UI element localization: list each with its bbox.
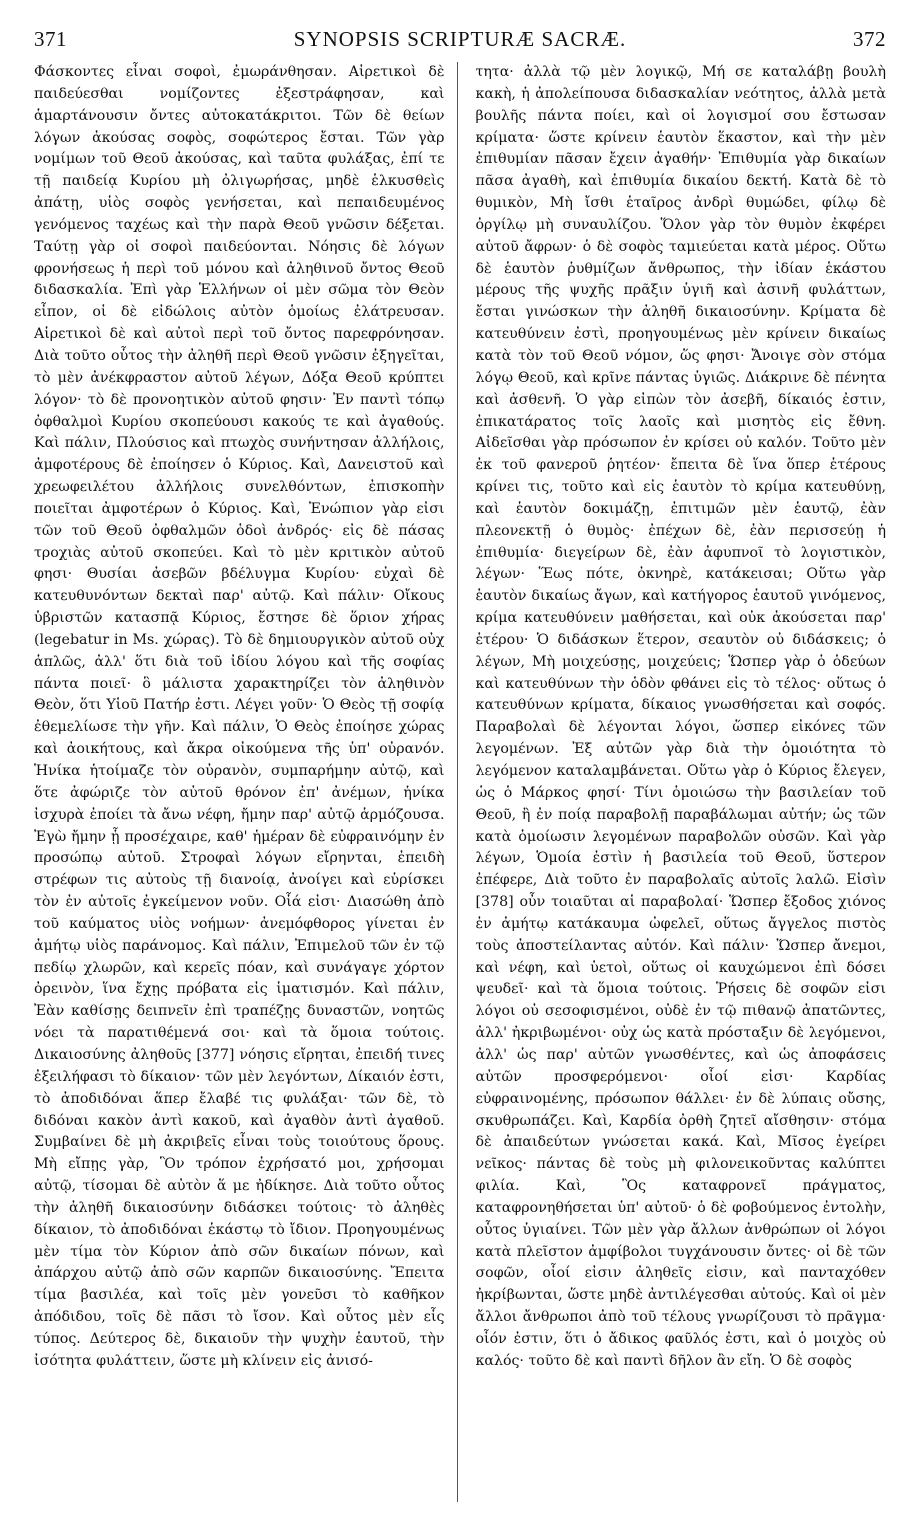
- right-column-text: τητα· ἀλλὰ τῷ μὲν λογικῷ, Μή σε καταλάβῃ βουλὴ κακὴ, ἡ ἀπολείπουσα διδασκαλίαν νεότητος, ἀλλὰ μετὰ βουλῆς πάντα ποίει, καὶ οἱ λογισμοί σου ἔστωσαν κρίματα· ὥστε κρίνειν ἑαυτὸν ἕκαστον, καὶ τὴν μὲν ἐπιθυμίαν πᾶσαν ἔχειν ἀγαθήν· Ἐπιθυμία γὰρ δικαίων πᾶσα ἀγαθὴ, καὶ ἐπιθυμία δικαίου δεκτή. Κατὰ δὲ τὸ θυμικὸν, Μὴ ἴσθι ἑταῖρος ἀνδρὶ θυμώδει, φίλῳ δὲ ὀργίλῳ μὴ συναυλίζου. Ὅλον γὰρ τὸν θυμὸν ἐκφέρει αὐτοῦ ἄφρων· ὁ δὲ σοφὸς ταμιεύεται κατὰ μέρος. Οὕτω δὲ ἑαυτὸν ῥυθμίζων ἄνθρωπος, τὴν ἰδίαν ἑκάστου μέρους τῆς ψυχῆς πρᾶξιν ὑγιῆ καὶ ἀσινῆ φυλάττων, ἔσται γινώσκων τὴν ἀληθῆ δικαιοσύνην. Κρίματα δὲ κατευθύνειν ἐστὶ, προηγουμένως μὲν κρίνειν δικαίως κατὰ τὸν τοῦ Θεοῦ νόμον, ὥς φησι· Ἄνοιγε σὸν στόμα λόγῳ Θεοῦ, καὶ κρῖνε πάντας ὑγιῶς. Διάκρινε δὲ πένητα καὶ ἀσθενῆ. Ὁ γὰρ εἰπὼν τὸν ἀσεβῆ, δίκαιός ἐστιν, ἐπικατάρατος τοῖς λαοῖς καὶ μισητὸς εἰς ἔθνη. Αἰδεῖσθαι γὰρ πρόσωπον ἐν κρίσει οὐ καλόν. Τοῦτο μὲν ἐκ τοῦ φανεροῦ ῥητέον· ἔπειτα δὲ ἵνα ὅπερ ἑτέρους κρίνει τις, τοῦτο καὶ εἰς ἑαυτὸν τὸ κρίμα κατευθύνῃ, καὶ ἑαυτὸν δοκιμάζῃ, ἐπιτιμῶν μὲν ἑαυτῷ, ἐὰν πλεονεκτῇ ὁ θυμὸς· ἐπέχων δὲ, ἐὰν περισσεύῃ ἡ ἐπιθυμία· διεγείρων δὲ, ἐὰν ἀφυπνοῖ τὸ λογιστικὸν, λέγων· Ἕως πότε, ὀκνηρὲ, κατάκεισαι; Οὕτω γὰρ ἑαυτὸν δικαίως ἄγων, καὶ κατήγορος ἑαυτοῦ γινόμενος, κρίμα κατευθύνειν μαθήσεται, καὶ οὐκ ἀκούσεται παρ' ἑτέρου· Ὁ διδάσκων ἕτερον, σεαυτὸν οὐ διδάσκεις; ὁ λέγων, Μὴ μοιχεύσῃς, μοιχεύεις; Ὥσπερ γὰρ ὁ ὁδεύων καὶ κατευθύνων τὴν ὁδὸν φθάνει εἰς τὸ τέλος· οὕτως ὁ κατευθύνων κρίματα, δίκαιος γνωσθήσεται καὶ σοφός. Παραβολαὶ δὲ λέγονται λόγοι, ὥσπερ εἰκόνες τῶν λεγομένων. Ἐξ αὐτῶν γὰρ διὰ τὴν ὁμοιότητα τὸ λεγόμενον καταλαμβάνεται. Οὕτω γὰρ ὁ Κύριος ἔλεγεν, ὡς ὁ Μάρκος φησί· Τίνι ὁμοιώσω τὴν βασιλείαν τοῦ Θεοῦ, ἢ ἐν ποίᾳ παραβολῇ παραβάλωμαι αὐτήν; ὡς τῶν κατὰ ὁμοίωσιν λεγομένων παραβολῶν οὐσῶν. Καὶ γὰρ λέγων, Ὁμοία ἐστὶν ἡ βασιλεία τοῦ Θεοῦ, ὕστερον ἐπέφερε, Διὰ τοῦτο ἐν παραβολαῖς αὐτοῖς λαλῶ. Εἰσὶν [378] οὖν τοιαῦται αἱ παραβολαί· Ὥσπερ ἔξοδος χιόνος ἐν ἀμήτῳ κατάκαυμα ὠφελεῖ, οὕτως ἄγγελος πιστὸς τοὺς ἀποστείλαντας αὐτόν. Καὶ πάλιν· Ὥσπερ ἄνεμοι, καὶ νέφη, καὶ ὑετοὶ, οὕτως οἱ καυχώμενοι ἐπὶ δόσει ψευδεῖ· καὶ τὰ ὅμοια τούτοις. Ῥήσεις δὲ σοφῶν εἰσι λόγοι οὐ σεσοφισμένοι, οὐδὲ ἐν τῷ πιθανῷ ἀπατῶντες, ἀλλ' ἠκριβωμένοι· οὐχ ὡς κατὰ πρόσταξιν δὲ λεγόμενοι, ἀλλ' ὡς παρ' αὐτῶν γνωσθέντες, καὶ ὡς ἀποφάσεις αὐτῶν προσφερόμενοι· οἷοί εἰσι· Καρδίας εὐφραινομένης, πρόσωπον θάλλει· ἐν δὲ λύπαις οὔσης, σκυθρωπάζει. Καὶ, Καρδία ὀρθὴ ζητεῖ αἴσθησιν· στόμα δὲ ἀπαιδεύτων γνώσεται κακά. Καὶ, Μῖσος ἐγείρει νεῖκος· πάντας δὲ τοὺς μὴ φιλονεικοῦντας καλύπτει φιλία. Καὶ, Ὃς καταφρονεῖ πράγματος, καταφρονηθήσεται ὑπ' αὐτοῦ· ὁ δὲ φοβούμενος ἐντολὴν, οὗτος ὑγιαίνει. Τῶν μὲν γὰρ ἄλλων ἀνθρώπων οἱ λόγοι κατὰ πλεῖστον ἀμφίβολοι τυγχάνουσιν ὄντες· οἱ δὲ τῶν σοφῶν, οἷοί εἰσιν ἀληθεῖς εἰσιν, καὶ πανταχόθεν ἠκρίβωνται, ὥστε μηδὲ ἀντιλέγεσθαι αὐτούς. Καὶ οἱ μὲν ἄλλοι ἄνθρωποι ἀπὸ τοῦ τέλους γνωρίζουσι τὸ πρᾶγμα· οἷόν ἐστιν, ὅτι ὁ ἄδικος φαῦλός ἐστι, καὶ ὁ μοιχὸς οὐ καλός· τοῦτο δὲ καὶ παντὶ δῆλον ἂν εἴη. Ὁ δὲ σοφὸς: [475, 64, 886, 1369]
- left-column: [34, 62, 458, 1502]
- right-column: [468, 62, 887, 1502]
- text-columns: [34, 62, 886, 1502]
- left-column-text: Φάσκοντες εἶναι σοφοὶ, ἐμωράνθησαν. Αἱρετικοὶ δὲ παιδεύεσθαι νομίζοντες ἐξεστράφησαν, καὶ ἁμαρτάνουσιν ὄντες αὐτοκατάκριτοι. Τῶν δὲ θείων λόγων ἀκούσας σοφὸς, σοφώτερος ἔσται. Τῶν γὰρ νομίμων τοῦ Θεοῦ ἀκούσας, καὶ ταῦτα φυλάξας, ἐπί τε τῇ παιδείᾳ Κυρίου μὴ ὀλιγωρήσας, μηδὲ ἑλκυσθεὶς ἀπάτῃ, υἱὸς σοφὸς γενήσεται, καὶ πεπαιδευμένος γενόμενος ταχέως καὶ τὴν παρὰ Θεοῦ γνῶσιν δέξεται. Ταύτῃ γὰρ οἱ σοφοὶ παιδεύονται. Νόησις δὲ λόγων φρονήσεως ἡ περὶ τοῦ μόνου καὶ ἀληθινοῦ ὄντος Θεοῦ διδασκαλία. Ἐπὶ γὰρ Ἑλλήνων οἱ μὲν σῶμα τὸν Θεὸν εἶπον, οἱ δὲ εἰδώλοις αὐτὸν ὁμοίως ἐλάτρευσαν. Αἱρετικοὶ δὲ καὶ αὐτοὶ περὶ τοῦ ὄντος παρεφρόνησαν. Διὰ τοῦτο οὗτος τὴν ἀληθῆ περὶ Θεοῦ γνῶσιν ἐξηγεῖται, τὸ μὲν ἀνέκφραστον αὐτοῦ λέγων, Δόξα Θεοῦ κρύπτει λόγον· τὸ δὲ προνοητικὸν αὐτοῦ φησιν· Ἐν παντὶ τόπῳ ὀφθαλμοὶ Κυρίου σκοπεύουσι κακούς τε καὶ ἀγαθούς. Καὶ πάλιν, Πλούσιος καὶ πτωχὸς συνήντησαν ἀλλήλοις, ἀμφοτέρους δὲ ἐποίησεν ὁ Κύριος. Καὶ, Δανειστοῦ καὶ χρεωφειλέτου ἀλλήλοις συνελθόντων, ἐπισκοπὴν ποιεῖται ἀμφοτέρων ὁ Κύριος. Καὶ, Ἐνώπιον γὰρ εἰσι τῶν τοῦ Θεοῦ ὀφθαλμῶν ὁδοὶ ἀνδρός· εἰς δὲ πάσας τροχιὰς αὐτοῦ σκοπεύει. Καὶ τὸ μὲν κριτικὸν αὐτοῦ φησι· Θυσίαι ἀσεβῶν βδέλυγμα Κυρίου· εὐχαὶ δὲ κατευθυνόντων δεκταὶ παρ' αὐτῷ. Καὶ πάλιν· Οἴκους ὑβριστῶν κατασπᾷ Κύριος, ἔστησε δὲ ὅριον χήρας (legebatur in Ms. χώρας). Τὸ δὲ δημιουργικὸν αὐτοῦ οὐχ ἁπλῶς, ἀλλ' ὅτι διὰ τοῦ ἰδίου λόγου καὶ τῆς σοφίας πάντα ποιεῖ· ὃ μάλιστα χαρακτηρίζει τὸν ἀληθινὸν Θεὸν, ὅτι Υἱοῦ Πατήρ ἐστι. Λέγει γοῦν· Ὁ Θεὸς τῇ σοφίᾳ ἐθεμελίωσε τὴν γῆν. Καὶ πάλιν, Ὁ Θεὸς ἐποίησε χώρας καὶ ἀοικήτους, καὶ ἄκρα οἰκούμενα τῆς ὑπ' οὐρανόν. Ἡνίκα ἡτοίμαζε τὸν οὐρανὸν, συμπαρήμην αὐτῷ, καὶ ὅτε ἀφώριζε τὸν αὐτοῦ θρόνον ἐπ' ἀνέμων, ἡνίκα ἰσχυρὰ ἐποίει τὰ ἄνω νέφη, ἤμην παρ' αὐτῷ ἁρμόζουσα. Ἐγὼ ἤμην ᾗ προσέχαιρε, καθ' ἡμέραν δὲ εὐφραινόμην ἐν προσώπῳ αὐτοῦ. Στροφαὶ λόγων εἴρηνται, ἐπειδὴ στρέφων τις αὐτοὺς τῇ διανοίᾳ, ἀνοίγει καὶ εὑρίσκει τὸν ἐν αὐτοῖς ἐγκείμενον νοῦν. Οἷά εἰσι· Διασώθη ἀπὸ τοῦ καύματος υἱὸς νοήμων· ἀνεμόφθορος γίνεται ἐν ἀμήτῳ υἱὸς παράνομος. Καὶ πάλιν, Ἐπιμελοῦ τῶν ἐν τῷ πεδίῳ χλωρῶν, καὶ κερεῖς πόαν, καὶ συνάγαγε χόρτον ὀρεινὸν, ἵνα ἔχῃς πρόβατα εἰς ἱματισμόν. Καὶ πάλιν, Ἐὰν καθίσῃς δειπνεῖν ἐπὶ τραπέζῃς δυναστῶν, νοητῶς νόει τὰ παρατιθέμενά σοι· καὶ τὰ ὅμοια τούτοις. Δικαιοσύνης ἀληθοῦς [377] νόησις εἴρηται, ἐπειδή τινες ἐξειλήφασι τὸ δίκαιον· τῶν μὲν λεγόντων, Δίκαιόν ἐστι, τὸ ἀποδιδόναι ἅπερ ἔλαβέ τις φυλάξαι· τῶν δὲ, τὸ διδόναι κακὸν ἀντὶ κακοῦ, καὶ ἀγαθὸν ἀντὶ ἀγαθοῦ. Συμβαίνει δὲ μὴ ἀκριβεῖς εἶναι τοὺς τοιούτους ὅρους. Μὴ εἴπῃς γὰρ, Ὃν τρόπον ἐχρήσατό μοι, χρήσομαι αὐτῷ, τίσομαι δὲ αὐτὸν ἅ με ἠδίκησε. Διὰ τοῦτο οὗτος τὴν ἀληθῆ δικαιοσύνην διδάσκει τούτοις· τὸ ἀληθὲς δίκαιον, τὸ ἀποδιδόναι ἑκάστῳ τὸ ἴδιον. Προηγουμένως μὲν τίμα τὸν Κύριον ἀπὸ σῶν δικαίων πόνων, καὶ ἀπάρχου αὐτῷ ἀπὸ σῶν καρπῶν δικαιοσύνης. Ἔπειτα τίμα βασιλέα, καὶ τοῖς μὲν γονεῦσι τὸ καθῆκον ἀπόδιδου, τοῖς δὲ πᾶσι τὸ ἴσον. Καὶ οὗτος μὲν εἷς τύπος. Δεύτερος δὲ, δικαιοῦν τὴν ψυχὴν ἑαυτοῦ, τὴν ἰσότητα φυλάττειν, ὥστε μὴ κλίνειν εἰς ἀνισό-: [34, 64, 445, 1369]
- right-page-number: 372: [853, 26, 886, 51]
- left-page-number: 371: [34, 26, 67, 51]
- running-title: SYNOPSIS SCRIPTURÆ SACRÆ.: [293, 26, 627, 51]
- running-header: [34, 22, 886, 56]
